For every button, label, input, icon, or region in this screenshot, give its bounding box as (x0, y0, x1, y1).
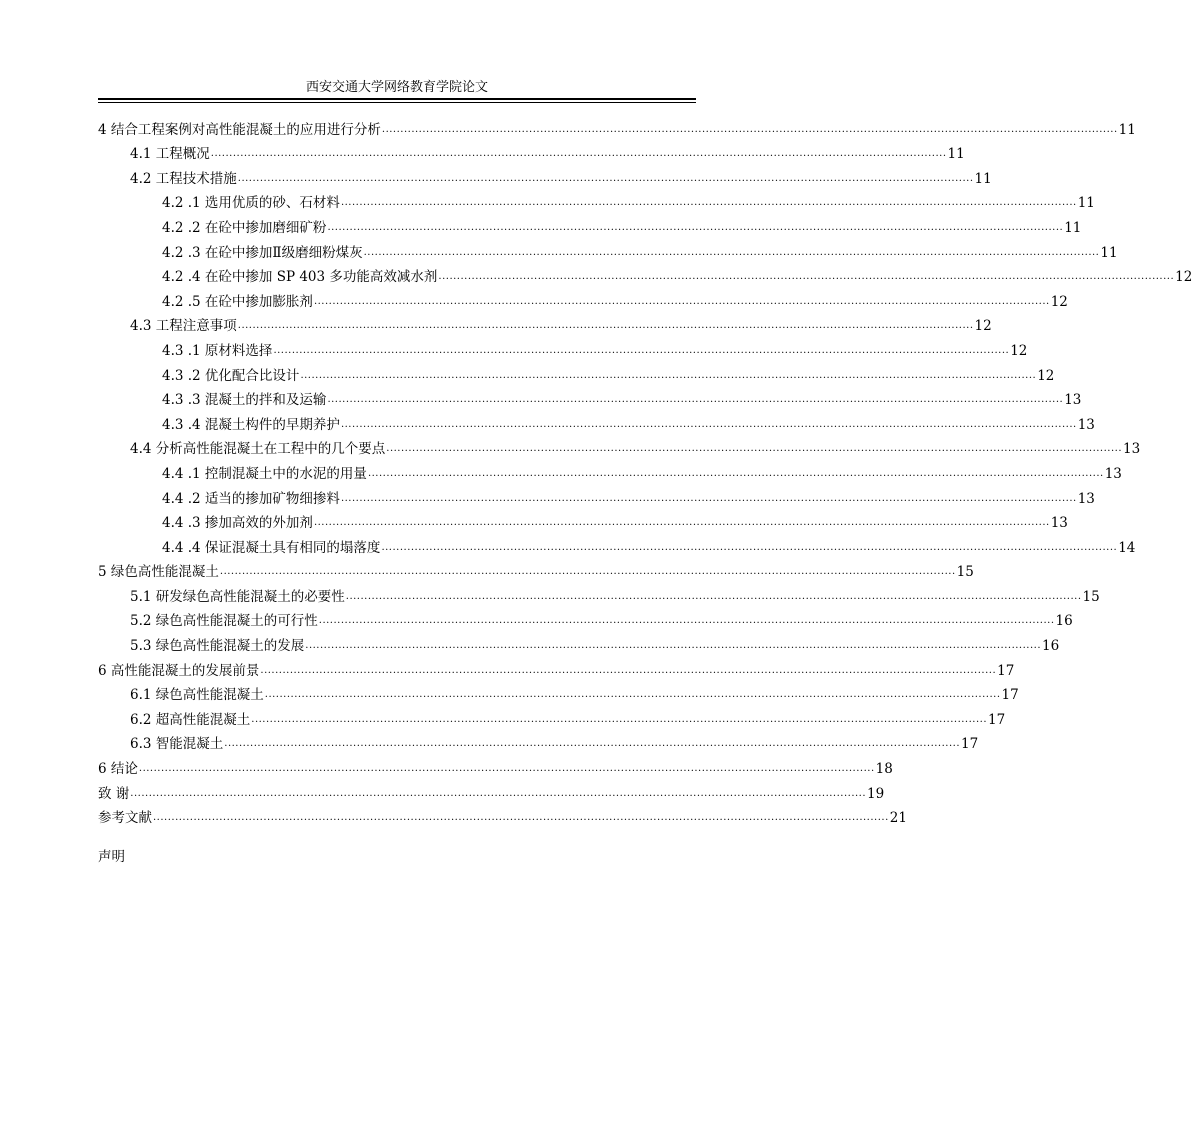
toc-dot-leader: ........................................................................................................................................................................................................ (340, 418, 1077, 430)
toc-dot-leader: ........................................................................................................................................................................................................ (273, 344, 1010, 356)
toc-entry-page-number: 17 (1001, 687, 1019, 704)
toc-entry-label: 6.1 绿色高性能混凝土 (130, 687, 264, 704)
toc-entry[interactable] (98, 187, 1095, 212)
toc-entry[interactable] (98, 113, 1136, 138)
toc-entry-label: 5.2 绿色高性能混凝土的可行性 (130, 613, 318, 630)
toc-entry-page-number: 11 (974, 170, 992, 187)
toc-entry-page-number: 13 (1123, 441, 1141, 458)
toc-entry-label: 4.4 .2 适当的掺加矿物细掺料 (162, 490, 340, 507)
toc-entry-page-number: 12 (974, 318, 992, 335)
toc-entry-label: 致 谢 (98, 785, 130, 802)
toc-entry-label: 4.3 .3 混凝土的拌和及运输 (162, 392, 327, 409)
toc-entry-page-number: 11 (1064, 219, 1082, 236)
toc-dot-leader: ........................................................................................................................................................................................................ (318, 615, 1055, 627)
toc-dot-leader: ........................................................................................................................................................................................................ (386, 443, 1123, 455)
toc-entry-page-number: 19 (867, 785, 885, 802)
toc-entry-declaration[interactable]: 声明 (98, 849, 125, 865)
toc-entry-page-number: 11 (1118, 121, 1136, 138)
toc-entry[interactable] (98, 605, 1073, 630)
toc-entry[interactable] (98, 728, 979, 753)
toc-entry[interactable] (98, 408, 1095, 433)
toc-entry-label: 5.1 研发绿色高性能混凝土的必要性 (130, 588, 345, 605)
toc-entry[interactable] (98, 629, 1060, 655)
toc-entry-page-number: 11 (1077, 195, 1095, 212)
toc-entry-label: 4.4 .4 保证混凝土具有相同的塌落度 (162, 539, 381, 556)
toc-entry[interactable] (98, 334, 1028, 359)
toc-entry-label: 4.2 .5 在砼中掺加膨胀剂 (162, 293, 313, 310)
toc-entry[interactable] (98, 285, 1068, 310)
toc-entry-page-number: 14 (1118, 539, 1136, 556)
toc-entry-page-number: 12 (1010, 342, 1028, 359)
toc-entry-page-number: 21 (889, 810, 907, 827)
toc-entry-page-number: 13 (1064, 392, 1082, 409)
toc-dot-leader: ........................................................................................................................................................................................................ (367, 467, 1104, 479)
toc-entry-page-number: 16 (1055, 613, 1073, 630)
toc-dot-leader: ........................................................................................................................................................................................................ (381, 541, 1118, 553)
toc-entry[interactable] (98, 777, 885, 802)
toc-entry-label: 6.2 超高性能混凝土 (130, 711, 251, 728)
toc-entry[interactable] (98, 802, 907, 827)
toc-entry-label: 6 高性能混凝土的发展前景 (98, 662, 260, 679)
toc-entry-page-number: 15 (1082, 588, 1100, 605)
toc-entry-page-number: 11 (1100, 244, 1118, 261)
toc-entry-label: 4.1 工程概况 (130, 146, 210, 163)
page-header-title: 西安交通大学网络教育学院论文 (305, 80, 488, 95)
toc-dot-leader: ........................................................................................................................................................................................................ (438, 271, 1175, 283)
toc-entry[interactable] (98, 507, 1068, 532)
toc-entry[interactable] (98, 703, 1006, 728)
toc-entry[interactable] (98, 359, 1055, 384)
toc-entry[interactable] (98, 654, 1015, 679)
toc-entry[interactable] (98, 457, 1122, 482)
toc-entry-page-number: 12 (1037, 367, 1055, 384)
toc-dot-leader: ........................................................................................................................................................................................................ (313, 517, 1050, 529)
toc-dot-leader: ........................................................................................................................................................................................................ (237, 172, 974, 184)
toc-entry[interactable] (98, 752, 893, 778)
toc-entry-page-number: 13 (1104, 465, 1122, 482)
toc-entry-page-number: 12 (1175, 269, 1192, 286)
toc-entry-page-number: 13 (1077, 490, 1095, 507)
toc-entry-label: 4.2 工程技术措施 (130, 170, 237, 187)
toc-entry-label: 4.3 .2 优化配合比设计 (162, 367, 300, 384)
toc-dot-leader: ........................................................................................................................................................................................................ (327, 221, 1064, 233)
toc-entry[interactable] (98, 433, 1141, 458)
toc-dot-leader: ........................................................................................................................................................................................................ (345, 590, 1082, 602)
toc-entry-label: 4.4 分析高性能混凝土在工程中的几个要点 (130, 441, 386, 458)
toc-entry-label: 4.3 .4 混凝土构件的早期养护 (162, 416, 340, 433)
toc-dot-leader: ........................................................................................................................................................................................................ (340, 492, 1077, 504)
toc-dot-leader: ........................................................................................................................................................................................................ (210, 148, 947, 160)
toc-entry-page-number: 17 (961, 736, 979, 753)
toc-dot-leader: ........................................................................................................................................................................................................ (219, 566, 956, 578)
toc-entry-page-number: 17 (997, 662, 1015, 679)
toc-entry-page-number: 16 (1042, 638, 1060, 655)
toc-entry-page-number: 13 (1050, 515, 1068, 532)
toc-dot-leader: ........................................................................................................................................................................................................ (138, 763, 875, 775)
toc-dot-leader: ........................................................................................................................................................................................................ (237, 320, 974, 332)
toc-entry[interactable] (98, 138, 965, 163)
toc-entry-label: 4.2 .3 在砼中掺加Ⅱ级磨细粉煤灰 (162, 244, 363, 261)
header-rule-thick (98, 98, 696, 100)
toc-dot-leader: ........................................................................................................................................................................................................ (251, 713, 988, 725)
header-rule-thin (98, 102, 696, 103)
toc-dot-leader: ........................................................................................................................................................................................................ (305, 640, 1042, 652)
toc-entry[interactable] (98, 679, 1019, 704)
toc-entry[interactable] (98, 482, 1095, 507)
toc-entry-label: 4.4 .3 掺加高效的外加剂 (162, 515, 313, 532)
toc-dot-leader: ........................................................................................................................................................................................................ (153, 812, 889, 824)
toc-entry-label: 6 结论 (98, 761, 138, 778)
toc-entry[interactable] (98, 211, 1082, 236)
toc-dot-leader: ........................................................................................................................................................................................................ (363, 246, 1100, 258)
toc-entry-page-number: 12 (1050, 293, 1068, 310)
toc-entry-label: 4.3 .1 原材料选择 (162, 342, 273, 359)
toc-entry-label: 5 绿色高性能混凝土 (98, 564, 219, 581)
toc-entry[interactable] (98, 261, 1192, 286)
toc-entry-label: 4.2 .2 在砼中掺加磨细矿粉 (162, 219, 327, 236)
toc-dot-leader: ........................................................................................................................................................................................................ (224, 738, 961, 750)
toc-dot-leader: ........................................................................................................................................................................................................ (264, 689, 1001, 701)
toc-entry[interactable] (98, 384, 1082, 409)
toc-entry-page-number: 13 (1077, 416, 1095, 433)
toc-entry-page-number: 17 (988, 711, 1006, 728)
toc-entry-page-number: 18 (875, 761, 893, 778)
toc-entry-label: 4.3 工程注意事项 (130, 318, 237, 335)
toc-dot-leader: ........................................................................................................................................................................................................ (130, 787, 867, 799)
toc-entry-label: 4.4 .1 控制混凝土中的水泥的用量 (162, 465, 367, 482)
toc-dot-leader: ........................................................................................................................................................................................................ (340, 197, 1077, 209)
toc-entry[interactable] (98, 556, 974, 581)
toc-entry[interactable] (98, 310, 992, 335)
toc-entry-label: 4 结合工程案例对高性能混凝土的应用进行分析 (98, 121, 381, 138)
toc-entry[interactable] (98, 580, 1100, 605)
toc-entry-label: 参考文献 (98, 810, 152, 827)
toc-entry[interactable] (98, 162, 992, 187)
toc-entry-label: 6.3 智能混凝土 (130, 736, 224, 753)
toc-entry[interactable] (98, 236, 1118, 261)
toc-entry-label: 4.2 .1 选用优质的砂、石材料 (162, 195, 340, 212)
toc-dot-leader: ........................................................................................................................................................................................................ (300, 369, 1037, 381)
toc-entry-label: 5.3 绿色高性能混凝土的发展 (130, 638, 305, 655)
toc-entry-page-number: 11 (947, 146, 965, 163)
toc-entry-page-number: 15 (956, 564, 974, 581)
toc-dot-leader: ........................................................................................................................................................................................................ (327, 394, 1064, 406)
toc-dot-leader: ........................................................................................................................................................................................................ (313, 295, 1050, 307)
toc-entry-label: 4.2 .4 在砼中掺加 SP 403 多功能高效减水剂 (162, 269, 438, 286)
toc-dot-leader: ........................................................................................................................................................................................................ (260, 664, 997, 676)
toc-dot-leader: ........................................................................................................................................................................................................ (381, 123, 1118, 135)
table-of-contents (98, 113, 1192, 827)
toc-entry[interactable] (98, 531, 1136, 556)
